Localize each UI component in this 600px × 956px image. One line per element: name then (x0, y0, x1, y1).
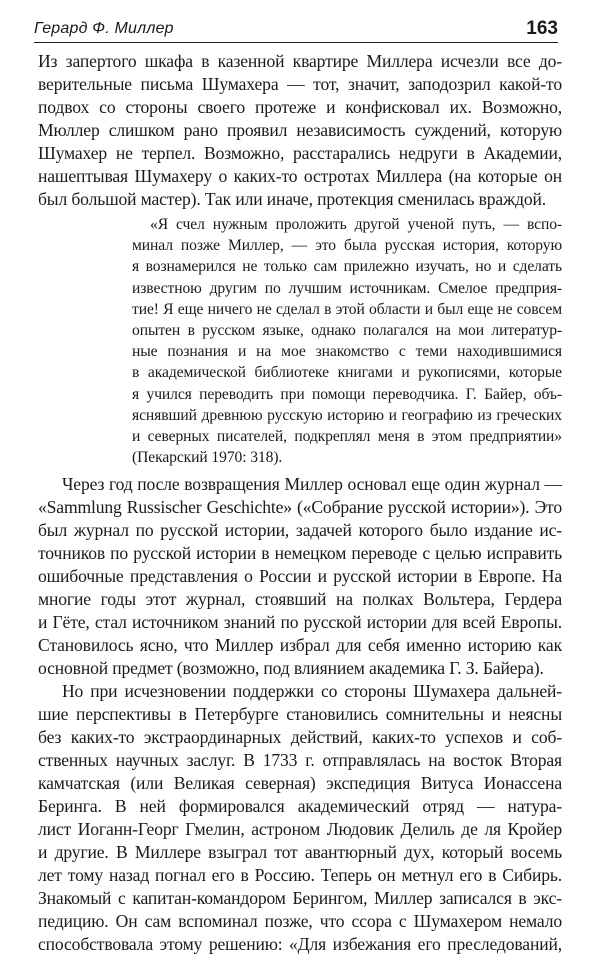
quote-line: опытен в русском языке, однако полагался на мои литератур- (132, 321, 562, 339)
text-line: основной предмет (возможно, под влиянием академика Г. З. Байера). (38, 658, 544, 679)
quote-line: я вознамерился не только сам прилежно изучать, но и сделать (132, 258, 562, 276)
quote-line: в академической библиотеке книгами и рукописями, которые (132, 364, 562, 382)
quote-line: минал позже Миллер, — это была русская история, которую (132, 237, 562, 255)
quote-line: известною другим по лучшим источникам. Смелое предприя- (132, 279, 562, 297)
text-line: нашептывая Шумахеру о каких-то остротах Миллера (на которые он (38, 166, 562, 186)
text-line: многие годы этот журнал, стоявший на полках Вольтера, Гердера (38, 589, 562, 610)
text-line: Мюллер слишком рано проявил независимость суждений, которую (38, 120, 562, 140)
paragraph-2 (38, 473, 562, 680)
page-number: 163 (526, 18, 558, 39)
text-line: Из запертого шкафа в казенной квартире Миллера исчезли все до- (38, 51, 562, 71)
text-line: Становилось ясно, что Миллер избрал для себя именно историю как (38, 635, 562, 656)
text-line: ственных научных заслуг. В 1733 г. отправлялась на восток Вторая (38, 750, 562, 771)
text-line: и другие. В Миллере взыграл тот авантюрный дух, который восемь (38, 842, 562, 863)
text-line: Через год после возвращения Миллер основал еще один журнал — (62, 474, 562, 495)
paragraph-1 (38, 50, 562, 211)
quote-line: я учился переводить при помощи переводчика. Г. Байер, объ- (132, 385, 562, 403)
text-line: ошибочные представления о России и русской истории в Европе. На (38, 566, 562, 587)
text-line: педицию. Он сам вспоминал позже, что ссора с Шумахером немало (38, 911, 562, 932)
text-line: верительные письма Шумахера — тот, значит, заподозрил какой-то (38, 74, 562, 94)
text-line: точников по русской истории в немецком переводе с целью исправить (38, 543, 562, 564)
text-line: Беринга. В ней формировался академический отряд — натура- (38, 796, 562, 817)
body-text (38, 50, 562, 956)
text-line: и Гёте, стал источником знаний по русской истории для всей Европы. (38, 612, 562, 633)
text-line: камчатская (или Великая северная) экспедиция Витуса Ионассена (38, 773, 562, 794)
text-line: подвох со стороны своего протеже и конфисковал их. Возможно, (38, 97, 562, 117)
text-line: лист Иоганн-Георг Гмелин, астроном Людовик Делиль де ля Кройер (38, 819, 562, 840)
text-line: Но при исчезновении поддержки со стороны Шумахера дальней- (62, 681, 562, 702)
quote-line: «Я счел нужным проложить другой ученой путь, — вспо- (150, 216, 562, 233)
text-line: способствовала этому решению: «Для избежания его преследований, (38, 934, 562, 955)
text-line: был журнал по русской истории, задачей которого было издание ис- (38, 520, 562, 541)
text-line: шие перспективы в Петербурге становились сомнительны и неясны (38, 704, 562, 725)
running-title: Герард Ф. Миллер (34, 20, 174, 37)
quote-line: ные познания и на мое знакомство с теми находившимися (132, 343, 562, 361)
quote-citation: (Пекарский 1970: 318). (132, 449, 283, 467)
running-head (34, 14, 558, 43)
text-line: был большой мастер). Так или иначе, протекция сменилась враждой. (38, 189, 547, 209)
quote-line: тие! Я еще ничего не сделал в этой области и был еще не совсем (132, 300, 562, 318)
text-line: «Sammlung Russischer Geschichte» («Собрание русской истории»). Это (38, 497, 562, 518)
block-quote (38, 211, 562, 473)
text-line: лет тому назад погнал его в Россию. Теперь он метнул его в Сибирь. (38, 865, 562, 886)
quote-line: яснявший древнюю русскую историю и географию из греческих (132, 406, 562, 424)
text-line: без каких-то экстраординарных действий, каких-то успехов и соб- (38, 727, 562, 748)
paragraph-3 (38, 680, 562, 956)
text-line: Знакомый с капитан-командором Берингом, Миллер записался в экс- (38, 888, 562, 909)
text-line: Шумахер не терпел. Возможно, расстарались недруги в Академии, (38, 143, 562, 163)
quote-line: и северных писателей, подкреплял меня в этом предприятии» (132, 427, 562, 445)
